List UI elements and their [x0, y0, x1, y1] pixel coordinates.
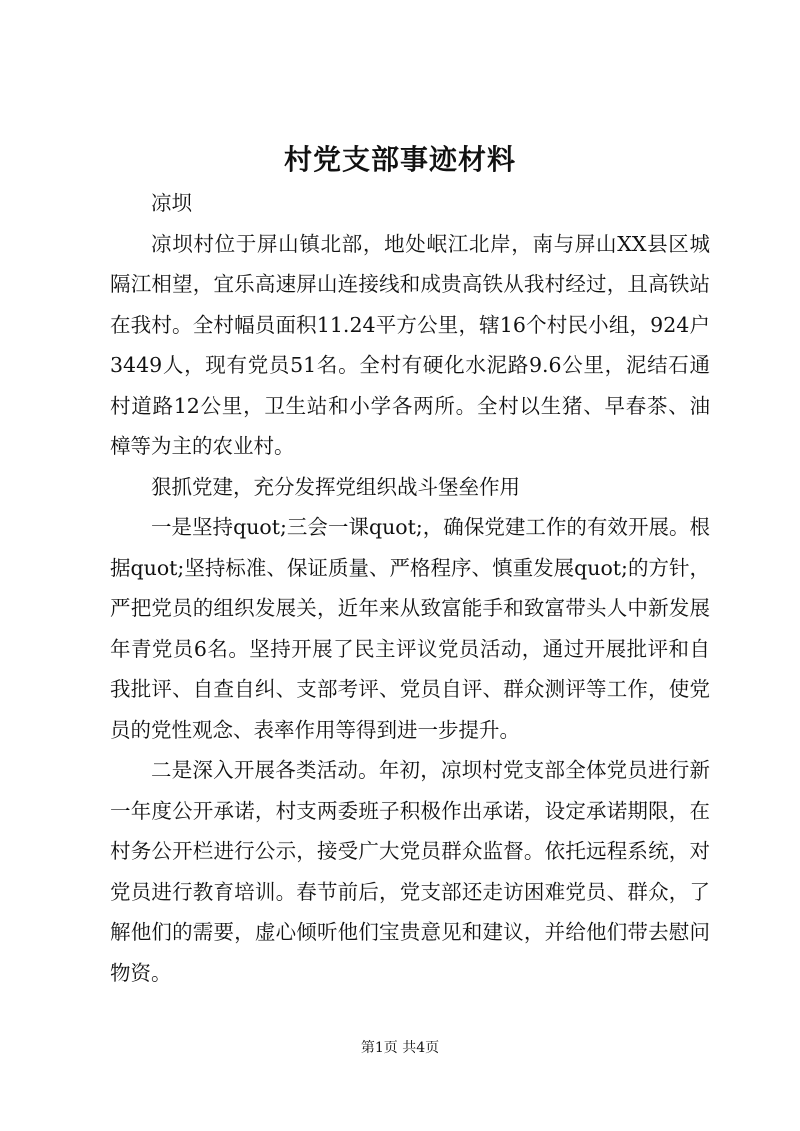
paragraph-party-building: 一是坚持quot;三会一课quot;，确保党建工作的有效开展。根据quot;坚持标准、保证质量、严格程序、慎重发展quot;的方针，严把党员的组织发展关，近年来从致富能手和致富带头人中新发展年青党员6名。坚持开展了民主评议党员活动，通过开展批评和自我批评、自查自纠、支部考评、党员自评、群众测评等工作，使党员的党性观念、表率作用等得到进一步提升。	[110, 515, 710, 742]
paragraph-village-overview: 凉坝村位于屏山镇北部，地处岷江北岸，南与屏山XX县区城隔江相望，宜乐高速屏山连接线和成贵高铁从我村经过，且高铁站在我村。全村幅员面积11.24平方公里，辖16个村民小组，924户3449人，现有党员51名。全村有硬化水泥路9.6公里，泥结石通村道路12公里，卫生站和小学各两所。全村以生猪、早春茶、油樟等为主的农业村。	[110, 231, 710, 458]
page-footer: 第1页 共4页	[360, 1040, 440, 1056]
page-title: 村党支部事迹材料	[283, 143, 516, 176]
paragraph-activities: 二是深入开展各类活动。年初，凉坝村党支部全体党员进行新一年度公开承诺，村支两委班子积极作出承诺，设定承诺期限，在村务公开栏进行公示，接受广大党员群众监督。依托远程系统，对党员进行教育培训。春节前后，党支部还走访困难党员、群众，了解他们的需要，虚心倾听他们宝贵意见和建议，并给他们带去慰问物资。	[110, 758, 710, 985]
paragraph-section-heading: 狠抓党建，充分发挥党组织战斗堡垒作用	[151, 474, 520, 499]
document-body	[110, 183, 710, 993]
paragraph-location: 凉坝	[151, 191, 192, 215]
